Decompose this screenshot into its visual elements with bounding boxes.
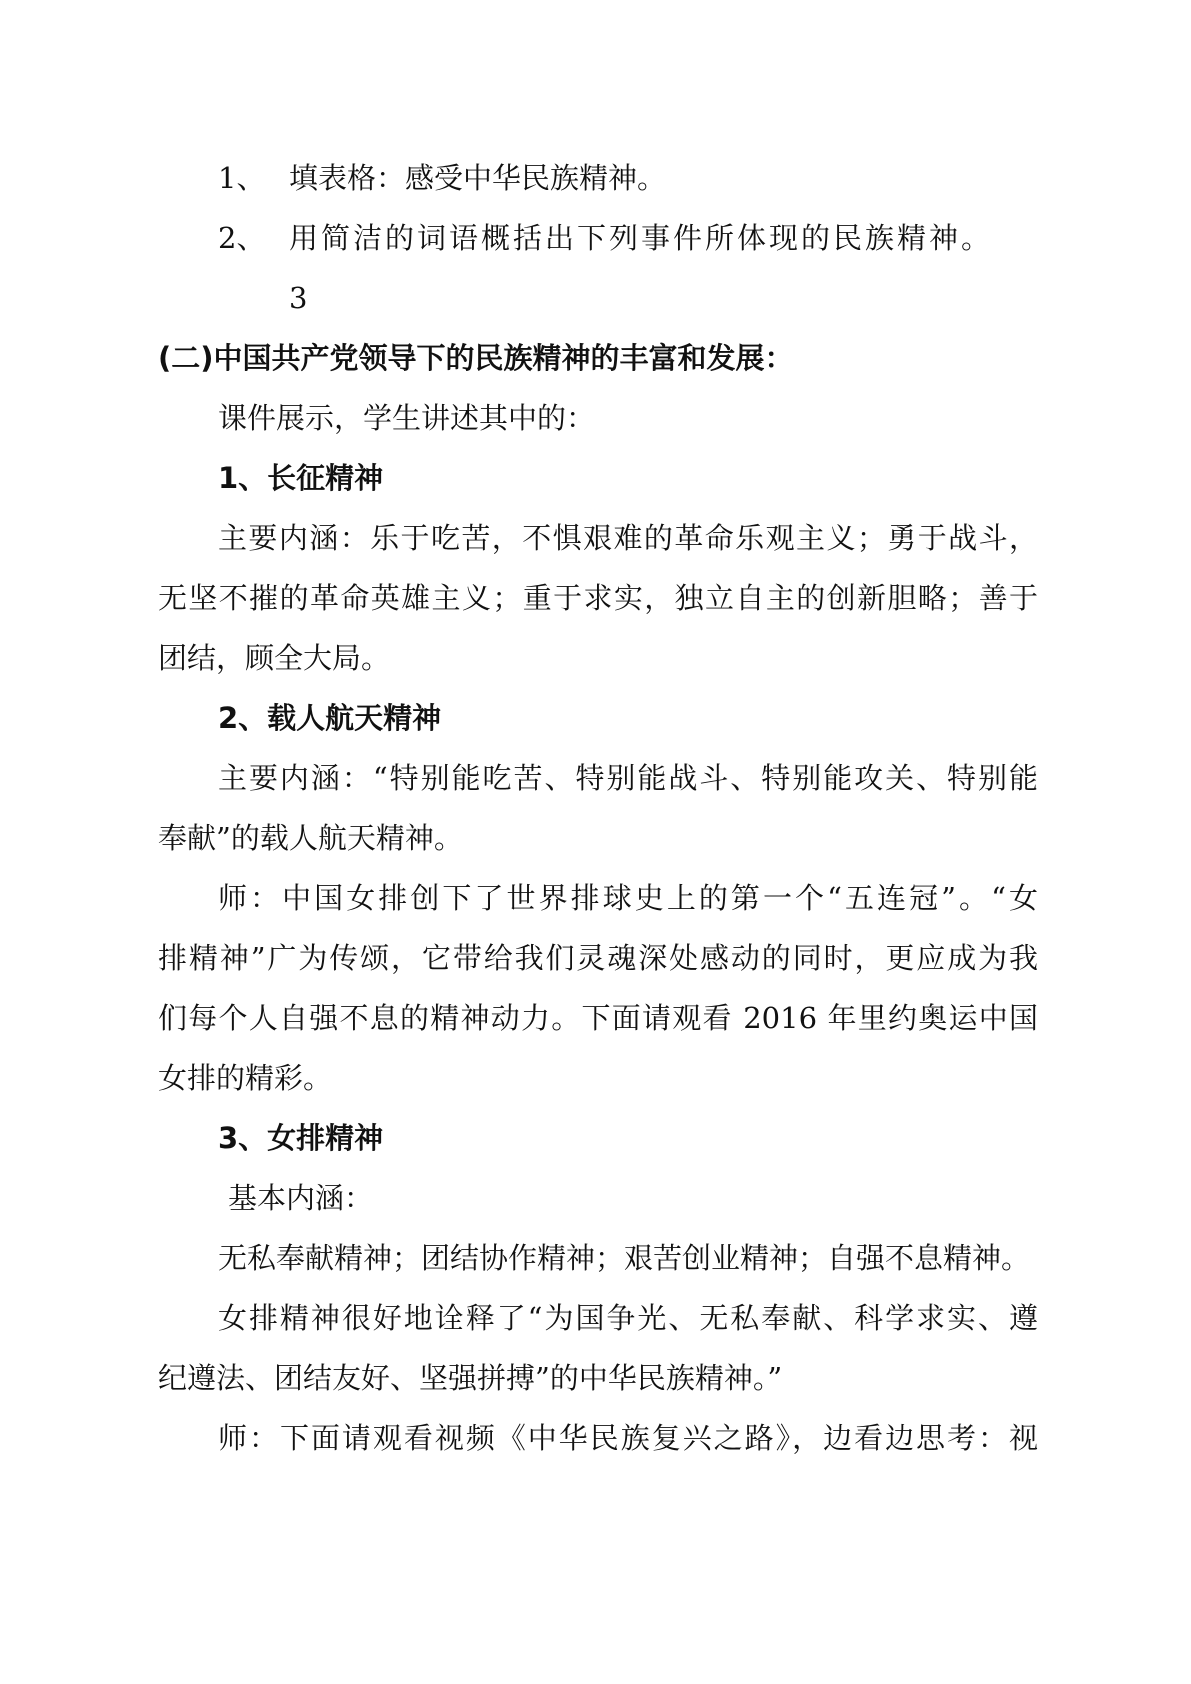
section-heading: (二)中国共产党领导下的民族精神的丰富和发展：: [158, 341, 794, 375]
list-text: 填表格：感受中华民族精神。: [289, 161, 667, 195]
item1-heading: 1、长征精神: [218, 461, 384, 495]
item3-line: 无私奉献精神；团结协作精神；艰苦创业精神；自强不息精神。: [218, 1241, 1031, 1275]
teacher-paragraph-line: 女排的精彩。: [158, 1061, 333, 1095]
list-number: 2、: [218, 221, 266, 255]
item3-summary-line: 女排精神很好地诠释了“为国争光、无私奉献、科学求实、遵: [218, 1301, 1038, 1335]
list-text: 用简洁的词语概括出下列事件所体现的民族精神。: [289, 221, 994, 255]
teacher-paragraph-line: 们每个人自强不息的精神动力。下面请观看 2016 年里约奥运中国: [158, 1001, 1038, 1035]
sub-number: 3: [289, 281, 308, 315]
teacher-paragraph-line: 师：下面请观看视频《中华民族复兴之路》，边看边思考：视: [218, 1421, 1038, 1455]
teacher-paragraph-line: 师：中国女排创下了世界排球史上的第一个“五连冠”。“女: [218, 881, 1038, 915]
item3-summary-line: 纪遵法、团结友好、坚强拼搏”的中华民族精神。”: [158, 1361, 783, 1395]
intro-text: 课件展示，学生讲述其中的：: [218, 401, 596, 435]
item3-subheading: 基本内涵：: [228, 1181, 374, 1215]
list-number: 1、: [218, 161, 266, 195]
item1-line: 无坚不摧的革命英雄主义；重于求实，独立自主的创新胆略；善于: [158, 581, 1038, 615]
item2-heading: 2、载人航天精神: [218, 701, 442, 735]
item1-line: 主要内涵：乐于吃苦，不惧艰难的革命乐观主义；勇于战斗，: [218, 521, 1038, 555]
item2-line: 主要内涵：“特别能吃苦、特别能战斗、特别能攻关、特别能: [218, 761, 1038, 795]
item3-heading: 3、女排精神: [218, 1121, 384, 1155]
item1-line: 团结，顾全大局。: [158, 641, 391, 675]
item2-line: 奉献”的载人航天精神。: [158, 821, 463, 855]
teacher-paragraph-line: 排精神”广为传颂，它带给我们灵魂深处感动的同时，更应成为我: [158, 941, 1038, 975]
